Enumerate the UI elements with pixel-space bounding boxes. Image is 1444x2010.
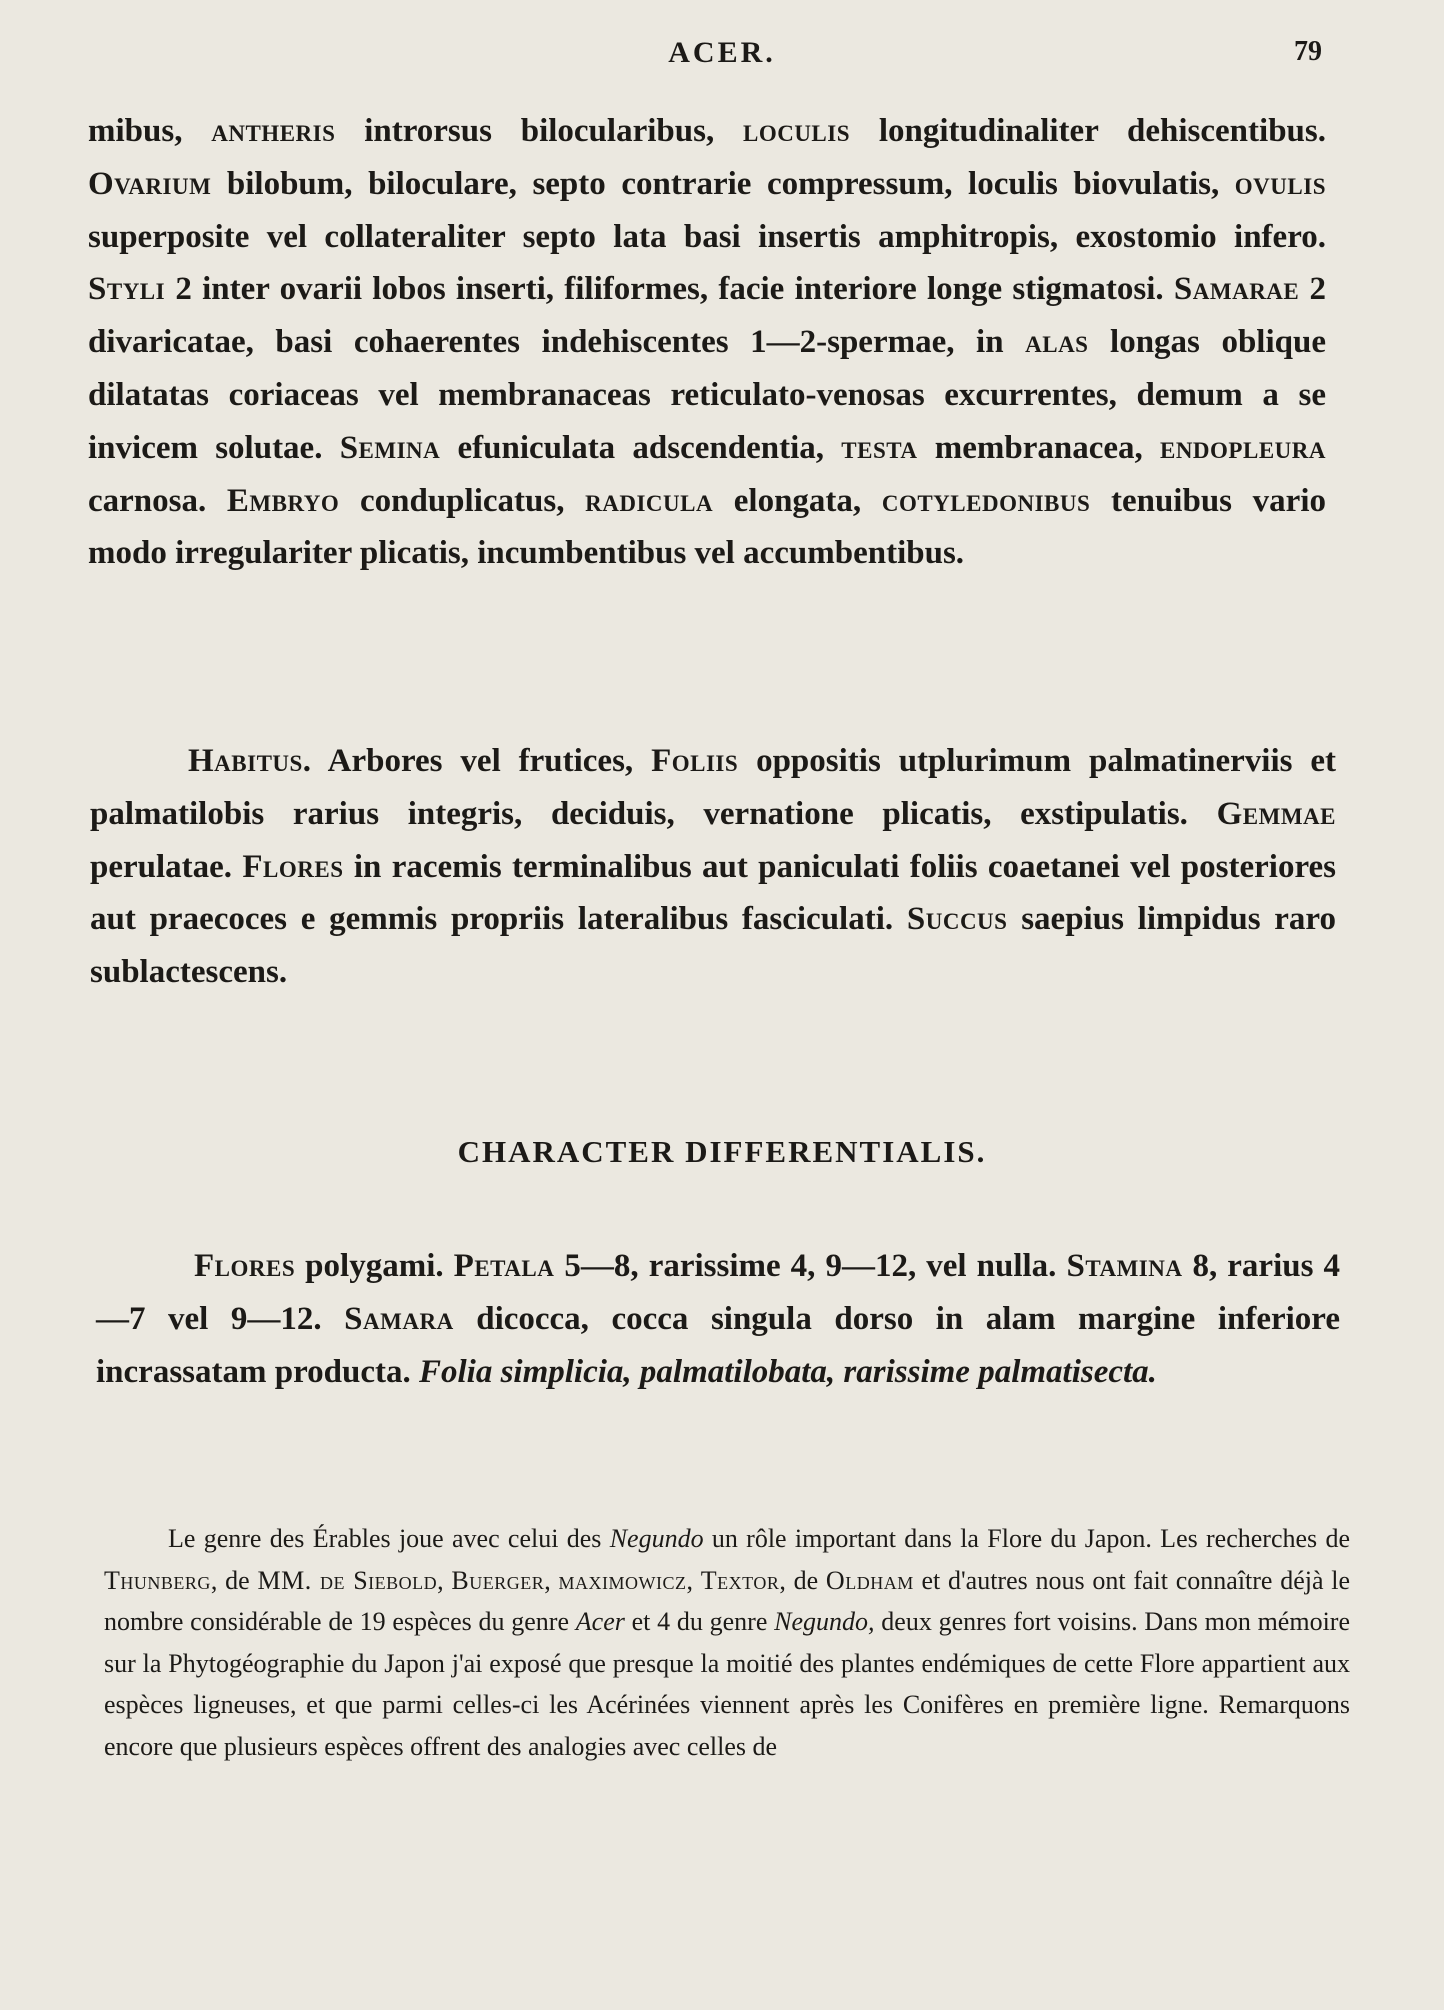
term-cotyledonibus: cotyledonibus	[881, 482, 1091, 519]
text: efuniculata adscendentia,	[440, 429, 842, 466]
term-antheris: antheris	[211, 113, 336, 149]
genus-negundo: Negundo,	[774, 1607, 875, 1636]
author-siebold: MM. de Siebold	[257, 1565, 438, 1595]
text: et d'autres nous ont fait connaître déjà le nombre considérable de 19 espèces du genre	[104, 1565, 1351, 1636]
page-number: 79	[1294, 36, 1322, 67]
term-habitus: Habitus.	[188, 743, 312, 779]
author-buerger: Buerger	[451, 1565, 545, 1595]
text: mibus,	[88, 113, 212, 149]
term-foliis: Foliis	[651, 743, 739, 779]
term-petala: Petala	[453, 1248, 555, 1284]
term-radicula: radicula	[585, 482, 714, 519]
author-oldham: Oldham	[825, 1565, 914, 1595]
term-loculis: loculis	[742, 113, 851, 149]
term-samara: Samara	[344, 1300, 454, 1337]
term-samarae: Samarae	[1173, 271, 1300, 308]
text: 5—8, rarissime 4, 9—12, vel nulla.	[554, 1248, 1067, 1284]
term-embryo: Embryo	[226, 482, 340, 519]
text: 8, rarius 4—7 vel 9—12.	[96, 1248, 1340, 1337]
text: perulatae.	[90, 848, 243, 885]
text: tenuibus vario modo irregulariter plicatis, incumbentibus vel accumbentibus.	[88, 482, 1326, 572]
description-paragraph	[88, 105, 1326, 580]
text: 2 divaricatae, basi cohaerentes indehiscentes 1—2-spermae, in	[88, 271, 1327, 361]
term-succus: Succus	[906, 901, 1008, 938]
text: dicocca, cocca singula dorso in alam margine inferiore incrassatam producta.	[96, 1300, 1340, 1390]
term-endopleura: endopleura	[1159, 429, 1326, 466]
author-maximowicz: maximowicz	[558, 1565, 687, 1595]
page-header	[0, 36, 1444, 76]
author-textor: Textor	[700, 1565, 780, 1595]
text: introrsus bilocularibus,	[335, 113, 743, 149]
text: in racemis terminalibus aut paniculati foliis coaetanei vel posteriores aut praecoces e gemmis propriis lateralibus fasciculati.	[90, 848, 1336, 938]
text: longitudinaliter dehiscentibus.	[850, 113, 1326, 149]
term-testa: testa	[841, 429, 918, 466]
text: 2 inter ovarii lobos inserti, filiformes, facie interiore longe stigmatosi.	[165, 271, 1174, 308]
text: polygami.	[295, 1248, 454, 1284]
term-flores: Flores	[242, 848, 344, 885]
term-semina: Semina	[339, 429, 441, 466]
term-flores: Flores	[194, 1248, 296, 1284]
running-title: ACER.	[668, 36, 776, 69]
text: conduplicatus,	[339, 482, 586, 519]
habitus-paragraph	[90, 735, 1336, 999]
folia-italic: Folia simplicia, palmatilobata, rarissime palmatisecta.	[418, 1353, 1157, 1390]
text: Le genre des Érables joue avec celui des	[168, 1524, 610, 1553]
text: ,	[686, 1565, 701, 1595]
text: carnosa.	[88, 482, 227, 519]
text: oppositis utplurimum palmatinerviis et palmatilobis rarius integris, deciduis, vernatione plicatis, exstipulatis.	[90, 743, 1336, 832]
text: et 4 du genre	[624, 1607, 775, 1636]
text: elongata,	[713, 482, 882, 519]
term-gemmae: Gemmae	[1216, 795, 1336, 832]
term-ovulis: ovulis	[1234, 165, 1326, 202]
differentialis-paragraph	[96, 1240, 1340, 1398]
text: ,	[437, 1565, 452, 1595]
term-ovarium: Ovarium	[88, 165, 212, 202]
text: , de	[779, 1565, 826, 1595]
genus-negundo: Negundo	[609, 1524, 704, 1553]
text: bilobum, biloculare, septo contrarie compressum, loculis biovulatis,	[211, 165, 1235, 202]
genus-acer: Acer	[575, 1607, 625, 1636]
text: , de	[210, 1565, 258, 1595]
text: longas oblique dilatatas coriaceas vel membranaceas reticulato-venosas excurrentes, demum a se invicem solutae.	[88, 324, 1326, 466]
text: saepius limpidus raro sublactescens.	[90, 901, 1336, 991]
term-alas: alas	[1025, 324, 1089, 361]
text: deux genres fort voisins. Dans mon mémoire sur la Phytogéographie du Japon j'ai exposé que presque la moitié des plantes endémiques de cette Flore appartient aux espèces ligneuses, et que parmi celles-ci les Acérinées viennent après les Conifères en première ligne. Remarquons encore que plusieurs espèces offrent des analogies avec celles de	[104, 1607, 1350, 1761]
term-styli: Styli	[88, 271, 166, 308]
author-thunberg: Thunberg	[104, 1565, 211, 1595]
text: ,	[544, 1565, 559, 1595]
text: superposite vel collateraliter septo lata basi insertis amphitropis, exostomio infero.	[88, 218, 1326, 255]
text: Arbores vel frutices,	[311, 743, 652, 779]
term-stamina: Stamina	[1066, 1248, 1183, 1284]
text: un rôle important dans la Flore du Japon. Les recherches de	[703, 1524, 1350, 1553]
french-commentary	[104, 1518, 1350, 1767]
section-heading: CHARACTER DIFFERENTIALIS.	[457, 1134, 987, 1169]
text: membranacea,	[917, 429, 1160, 466]
